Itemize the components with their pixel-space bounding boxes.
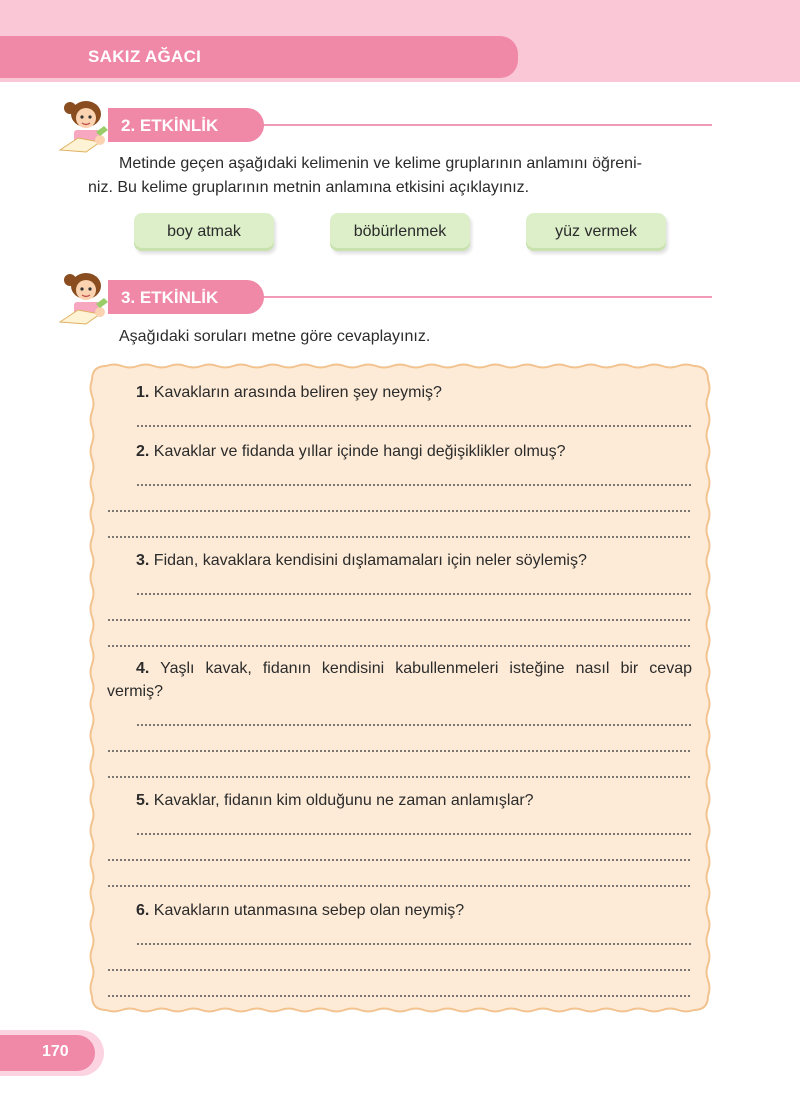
question-6: 6. Kavakların utanmasına sebep olan neymiş?: [136, 902, 465, 919]
question-2: 2. Kavaklar ve fidanda yıllar içinde hangi değişiklikler olmuş?: [136, 443, 566, 460]
word-chip: yüz vermek: [526, 213, 666, 251]
answer-line[interactable]: [107, 969, 692, 971]
activity3-rule: [255, 296, 712, 298]
activity2-instruction-line2: niz. Bu kelime gruplarının metnin anlamına etkisini açıklayınız.: [88, 179, 530, 196]
question-4: 4. Yaşlı kavak, fidanın kendisini kabullenmeleri isteğine nasıl bir cevap: [136, 660, 692, 677]
answer-line[interactable]: [107, 750, 692, 752]
word-chip: boy atmak: [134, 213, 274, 251]
activity2-title: 2. ETKİNLİK: [121, 116, 219, 135]
answer-line[interactable]: [136, 724, 692, 726]
answer-line[interactable]: [136, 833, 692, 835]
activity3-instruction: Aşağıdaki soruları metne göre cevaplayınız.: [119, 328, 431, 345]
question-3: 3. Fidan, kavaklara kendisini dışlamamaları için neler söylemiş?: [136, 552, 587, 569]
answer-line[interactable]: [136, 484, 692, 486]
question-1: 1. Kavakların arasında beliren şey neymiş?: [136, 384, 442, 401]
answer-line[interactable]: [107, 619, 692, 621]
answer-line[interactable]: [107, 645, 692, 647]
activity3-title: 3. ETKİNLİK: [121, 288, 219, 307]
page-number: 170: [42, 1043, 69, 1060]
activity2-rule: [255, 124, 712, 126]
question-4-continued: vermiş?: [107, 683, 164, 700]
answer-line[interactable]: [107, 510, 692, 512]
header-tab: [0, 36, 518, 78]
answer-line[interactable]: [136, 425, 692, 427]
answer-line[interactable]: [107, 885, 692, 887]
girl-mascot-icon: [56, 98, 116, 154]
question-5: 5. Kavaklar, fidanın kim olduğunu ne zaman anlamışlar?: [136, 792, 534, 809]
answer-line[interactable]: [107, 859, 692, 861]
answer-line[interactable]: [107, 536, 692, 538]
answer-line[interactable]: [136, 943, 692, 945]
unit-title: SAKIZ AĞACI: [88, 47, 202, 66]
answer-line[interactable]: [136, 593, 692, 595]
word-chip: böbürlenmek: [330, 213, 470, 251]
activity2-instruction-line1: Metinde geçen aşağıdaki kelimenin ve kelime gruplarının anlamını öğreni-: [119, 155, 642, 172]
answer-line[interactable]: [107, 776, 692, 778]
answer-line[interactable]: [107, 995, 692, 997]
girl-mascot-icon: [56, 270, 116, 326]
